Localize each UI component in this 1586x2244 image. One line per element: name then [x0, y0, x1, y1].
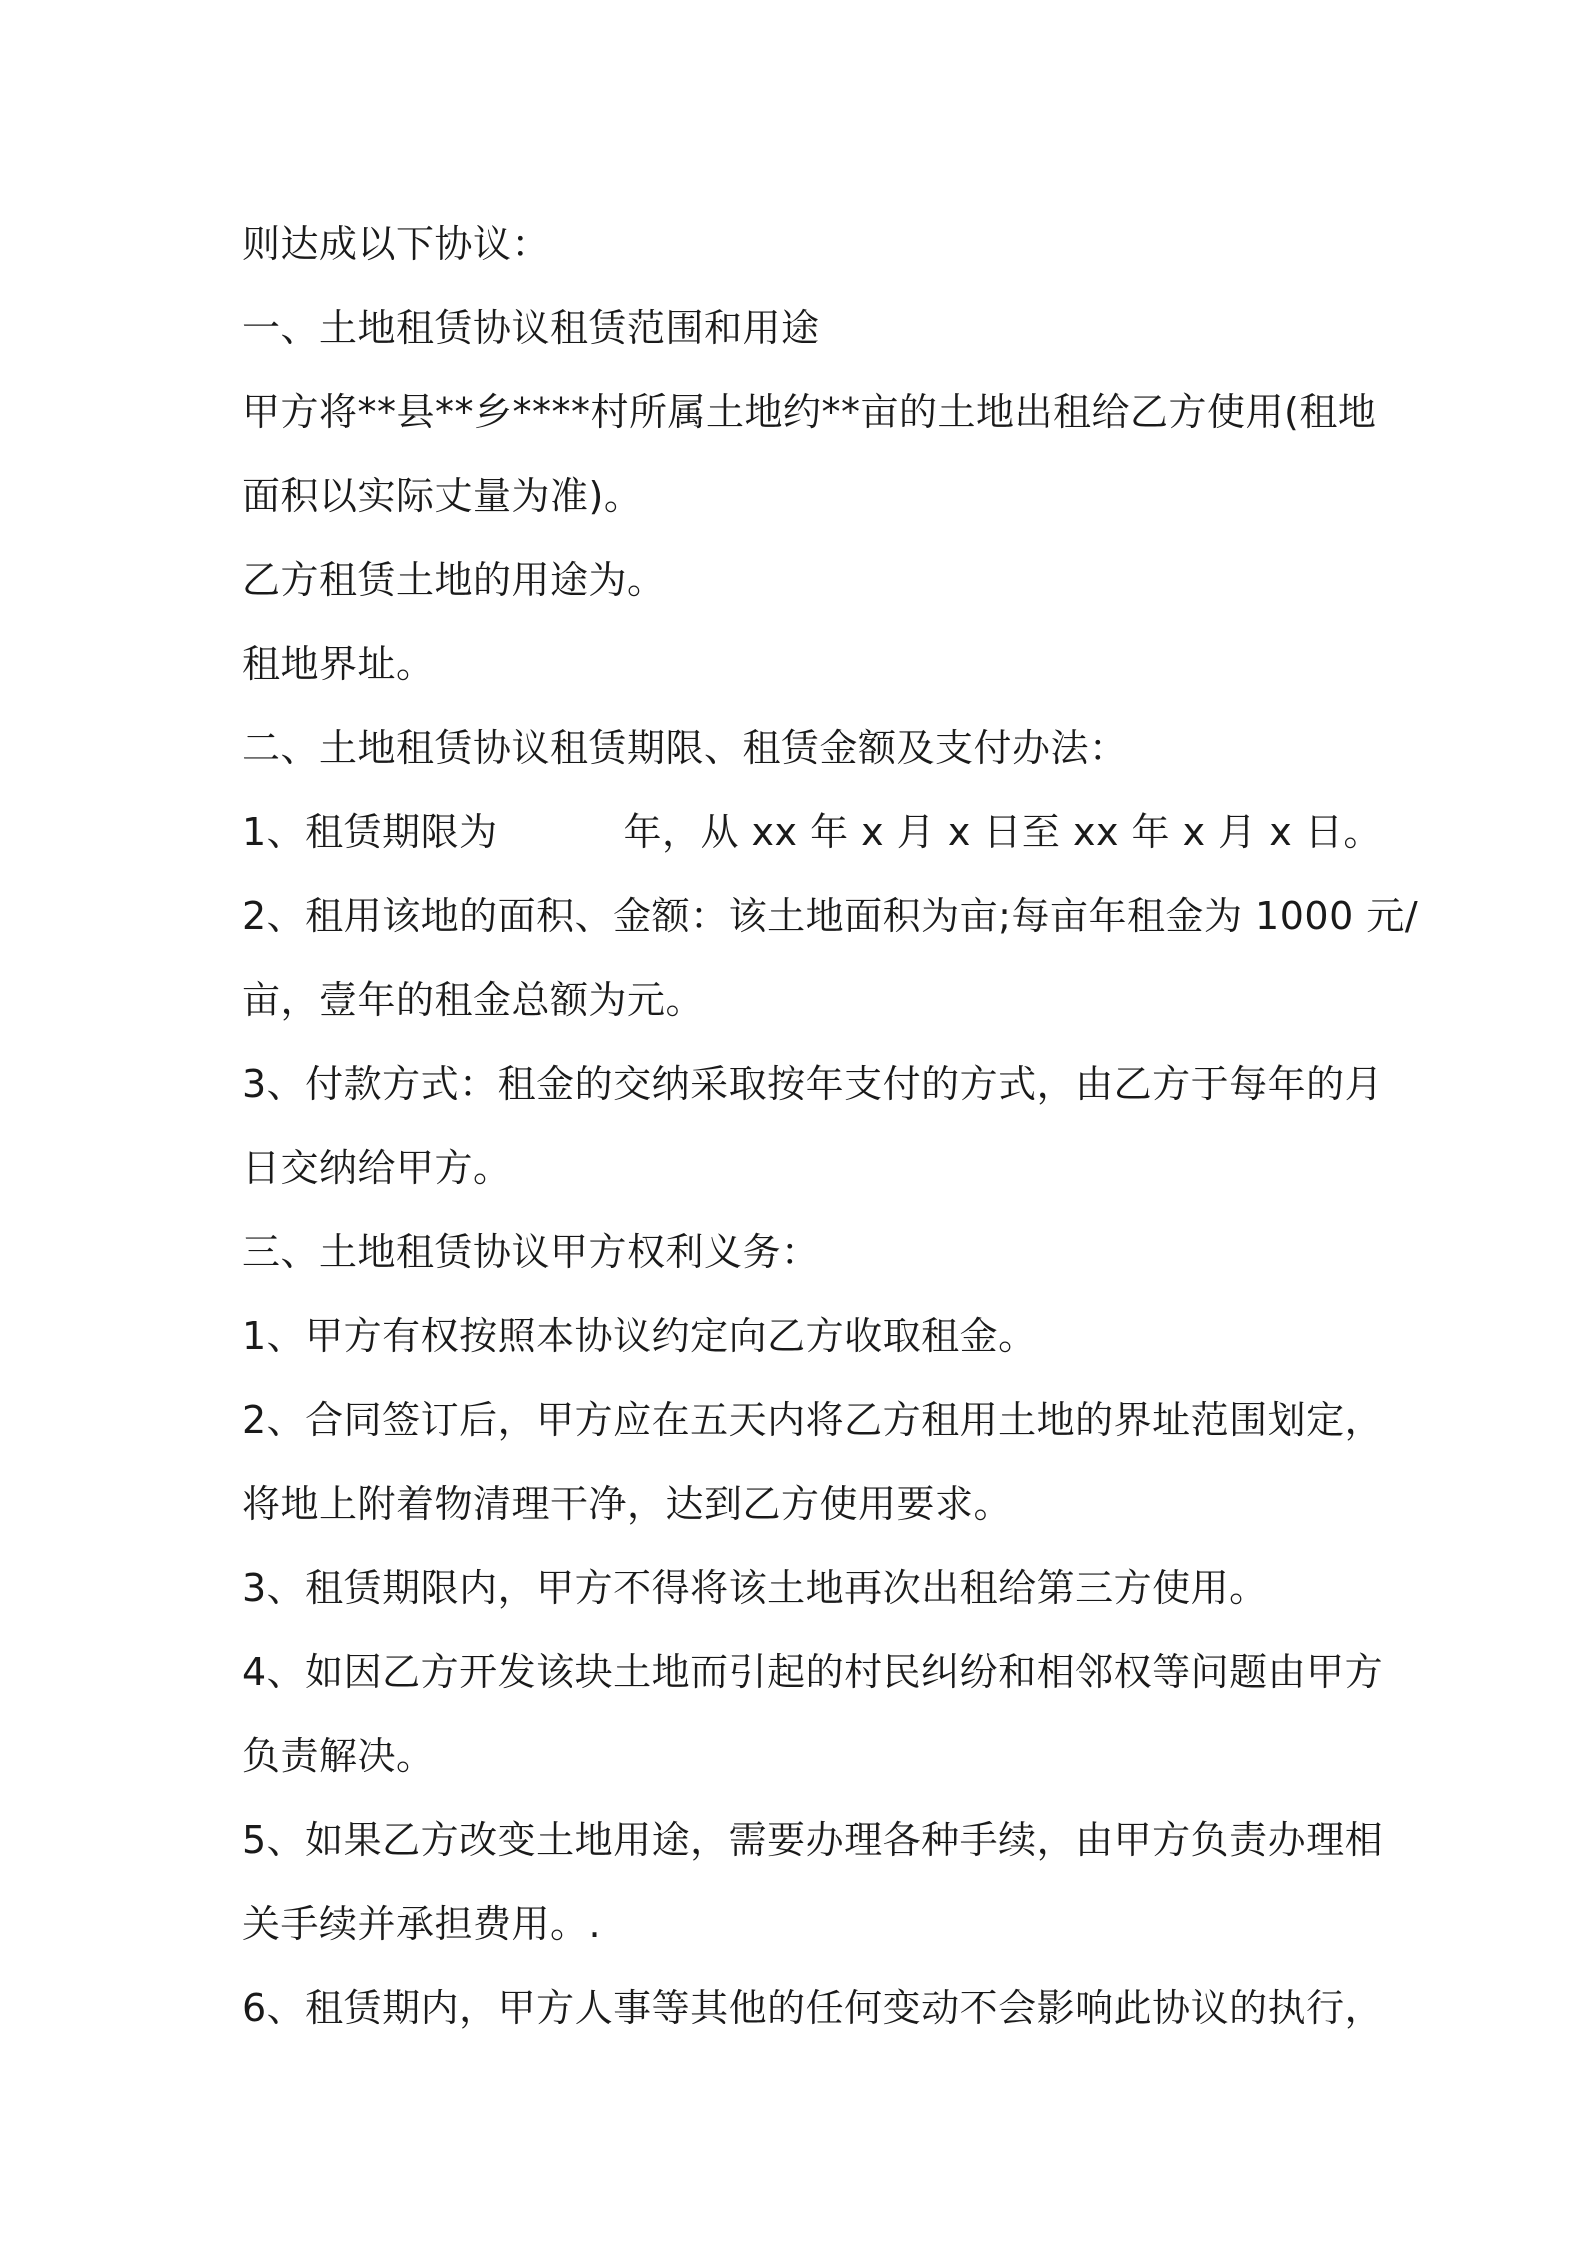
section-2-item-line: 亩，壹年的租金总额为元。	[242, 978, 705, 1022]
section-3-item-line: 3、租赁期限内，甲方不得将该土地再次出租给第三方使用。	[242, 1566, 1268, 1610]
section-3-item-line: 关手续并承担费用。.	[242, 1902, 602, 1946]
section-1-paragraph-line: 乙方租赁土地的用途为。	[242, 558, 666, 602]
document-body	[242, 202, 1419, 2050]
section-3-item-line: 负责解决。	[242, 1734, 435, 1778]
section-3-item-line: 2、合同签订后，甲方应在五天内将乙方租用土地的界址范围划定，	[242, 1398, 1384, 1442]
section-2-heading: 二、土地租赁协议租赁期限、租赁金额及支付办法：	[242, 726, 1128, 770]
section-3-item-line: 将地上附着物清理干净，达到乙方使用要求。	[242, 1482, 1013, 1526]
section-1-heading: 一、土地租赁协议租赁范围和用途	[242, 306, 820, 350]
section-2-item-line: 日交纳给甲方。	[242, 1146, 512, 1190]
section-1-paragraph-line: 面积以实际丈量为准)。	[242, 474, 643, 518]
agreement-intro: 则达成以下协议：	[242, 222, 551, 266]
section-3-heading: 三、土地租赁协议甲方权利义务：	[242, 1230, 820, 1274]
section-3-item-line: 4、如因乙方开发该块土地而引起的村民纠纷和相邻权等问题由甲方	[242, 1650, 1384, 1694]
section-3-item-line: 1、甲方有权按照本协议约定向乙方收取租金。	[242, 1314, 1037, 1358]
section-2-item-line: 2、租用该地的面积、金额：该土地面积为亩;每亩年租金为 1000 元/	[242, 894, 1419, 938]
section-3-item-line: 5、如果乙方改变土地用途，需要办理各种手续，由甲方负责办理相	[242, 1818, 1384, 1862]
section-3-item-line: 6、租赁期内，甲方人事等其他的任何变动不会影响此协议的执行，	[242, 1986, 1384, 2030]
section-2-item-line: 3、付款方式：租金的交纳采取按年支付的方式，由乙方于每年的月	[242, 1062, 1384, 1106]
section-2-item-line: 1、租赁期限为 年，从 xx 年 x 月 x 日至 xx 年 x 月 x 日。	[242, 810, 1382, 854]
section-1-paragraph-line: 甲方将**县**乡****村所属土地约**亩的土地出租给乙方使用(租地	[242, 390, 1377, 434]
section-1-paragraph-line: 租地界址。	[242, 642, 435, 686]
